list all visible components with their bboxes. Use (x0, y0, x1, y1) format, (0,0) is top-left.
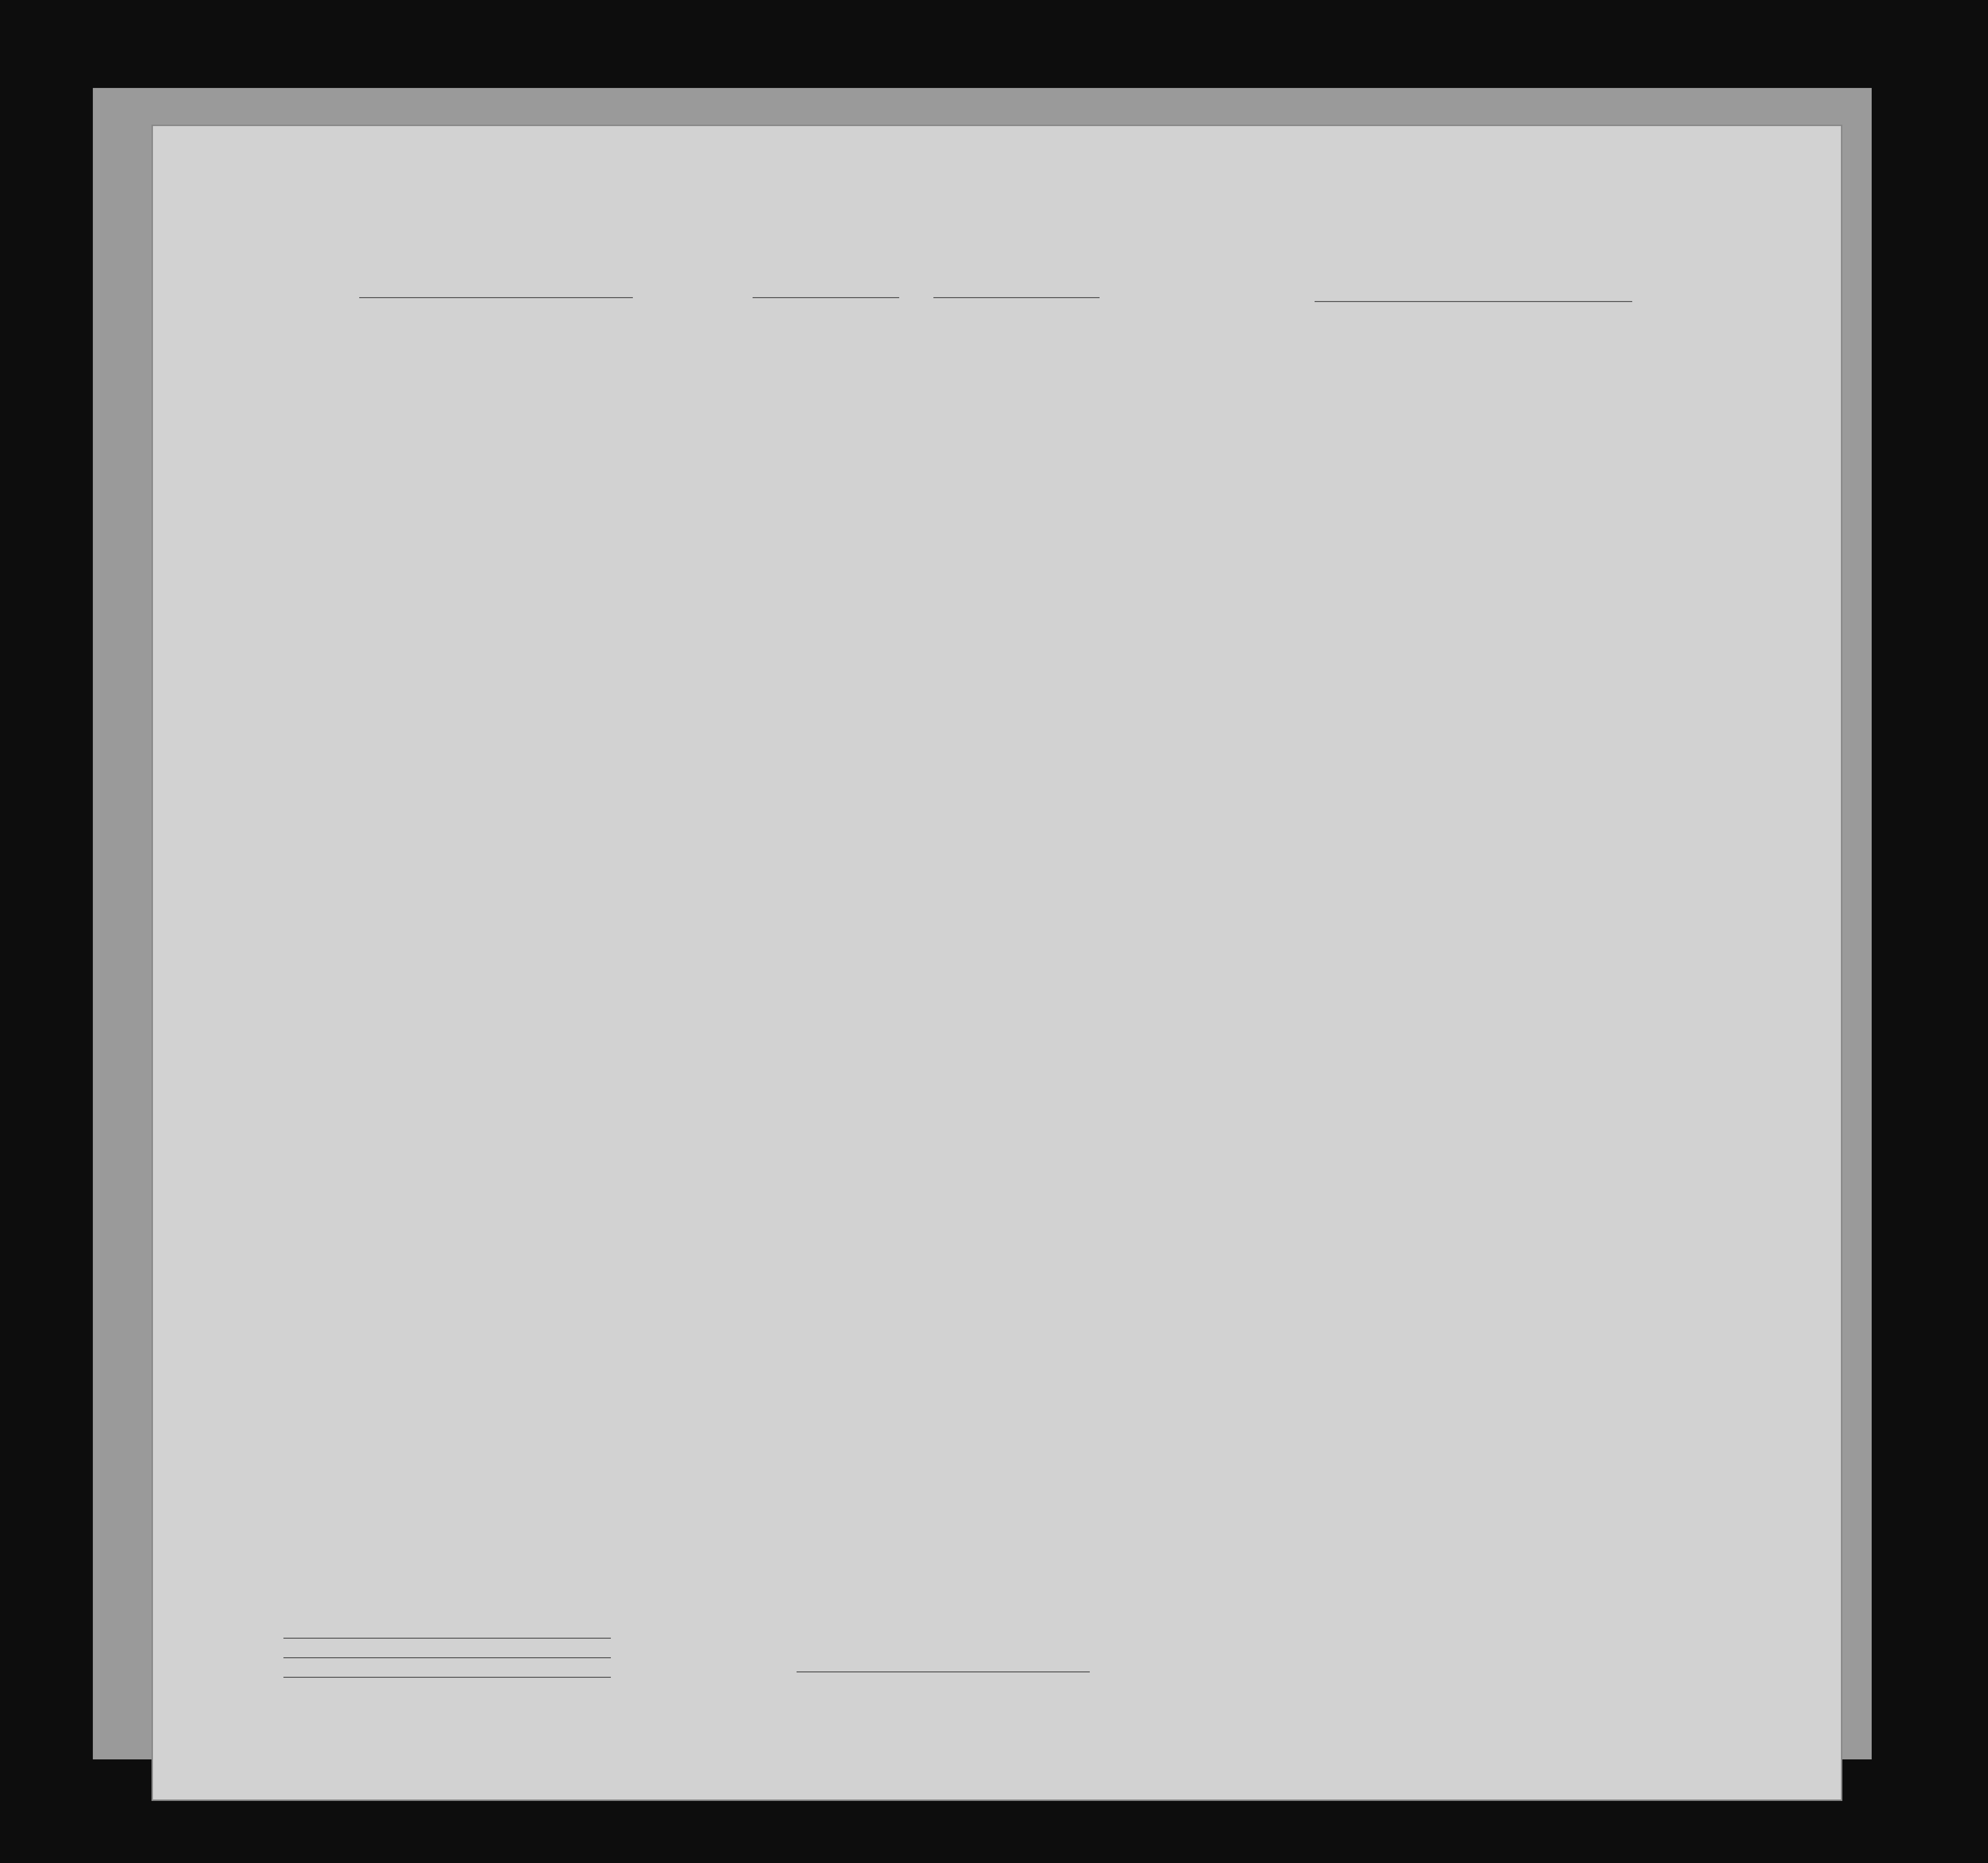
underline (283, 1638, 611, 1639)
signature-line (797, 1671, 1090, 1672)
underline (283, 1677, 611, 1678)
underline (283, 1657, 611, 1658)
footer-owner-block (225, 1620, 811, 1698)
